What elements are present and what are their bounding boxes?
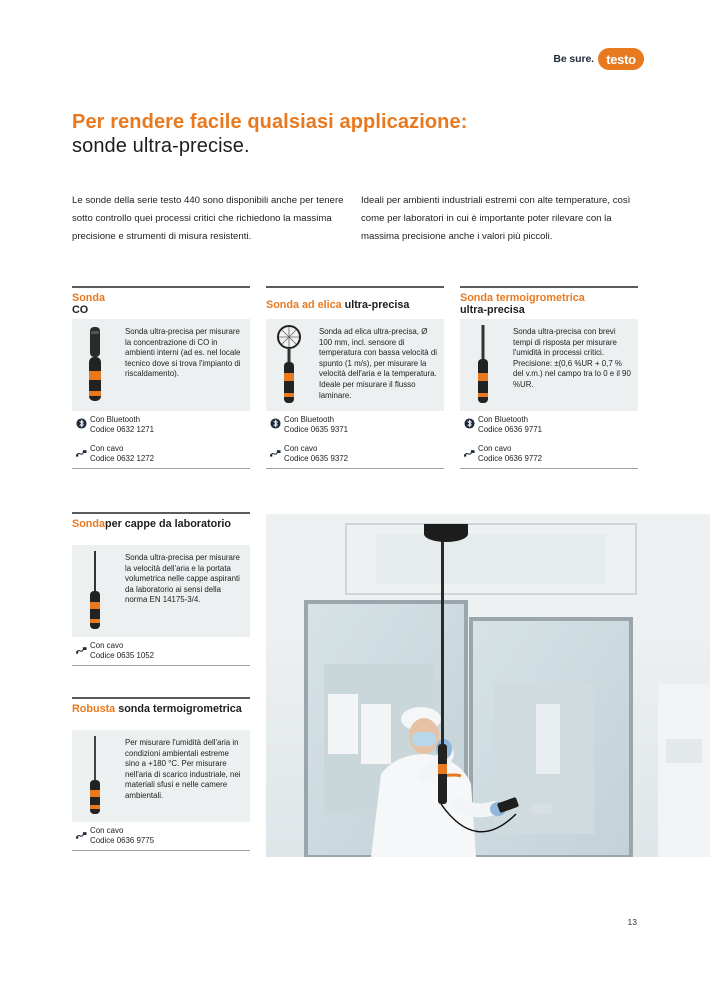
card-title-main: per cappe da laboratorio [105, 518, 231, 530]
cable-icon [464, 447, 475, 458]
order-label: Con cavo [90, 641, 124, 650]
card-description: Sonda ultra-precisa per misurare la velocità dell'aria e la portata volumetrica nelle cappe aspiranti da laboratorio ai sensi della norma EN 14175-3/4. [125, 553, 240, 605]
card-title [72, 699, 250, 730]
card-description: Sonda ad elica ultra-precisa, Ø 100 mm, incl. sensore di temperatura con bassa velocità di spunto (1 m/s), per misurare la velocità dell'aria e la temperatura. Ideale per misurare il flusso laminare. [319, 327, 437, 400]
robust-humidity-probe-icon [82, 734, 108, 818]
brand-slogan: Be sure. [553, 53, 594, 65]
order-code: Codice 0635 9372 [284, 454, 349, 463]
hotwire-probe-icon [82, 549, 108, 633]
headline-line-1: Per rendere facile qualsiasi applicazione: [72, 111, 468, 133]
product-card-lab-hood [72, 512, 250, 666]
card-title [460, 288, 638, 319]
card-description: Sonda ultra-precisa con brevi tempi di risposta per misurare l'umidità in processi critici. Precisione: ±(0,6 %UR + 0,7 % del v.m.) nel campo tra lo 0 e il 90 %UR. [513, 327, 631, 389]
cable-icon [270, 447, 281, 458]
product-card-co [72, 286, 250, 469]
order-option-cable [72, 440, 250, 469]
cable-icon [76, 644, 87, 655]
card-title [72, 288, 250, 319]
order-code: Codice 0636 9771 [478, 425, 543, 434]
order-option-cable [266, 440, 444, 469]
card-description-box [72, 545, 250, 637]
lab-photo [266, 514, 710, 857]
lab-photo-illustration [266, 514, 710, 857]
cable-icon [76, 447, 87, 458]
vane-probe-icon [276, 323, 302, 407]
bluetooth-icon [76, 418, 87, 429]
humidity-probe-icon [470, 323, 496, 407]
intro-text-left: Le sonde della serie testo 440 sono disponibili anche per tenere sotto controllo quei processi critici che richiedono la massima precisione e strumenti di misura resistenti. [72, 195, 344, 242]
card-description: Per misurare l'umidità dell'aria in condizioni ambientali estreme sino a +180 °C. Per misurare nell'aria di scarico industriale, nei materiali sfusi e nelle camere ambientali. [125, 738, 241, 800]
cable-icon [76, 829, 87, 840]
card-title-accent: Sonda [72, 518, 105, 530]
order-label: Con Bluetooth [284, 415, 335, 424]
order-option-bluetooth [72, 411, 250, 440]
card-title [72, 514, 250, 545]
co-probe-icon [82, 323, 108, 407]
order-option-bluetooth [266, 411, 444, 440]
card-title-accent: Sonda ad elica [266, 299, 342, 311]
card-title-accent: Sonda termoigrometrica [460, 292, 585, 304]
card-title-accent: Sonda [72, 292, 105, 304]
order-label: Con Bluetooth [478, 415, 529, 424]
testo-logo: testo [598, 48, 644, 70]
order-option-bluetooth [460, 411, 638, 440]
order-label: Con Bluetooth [90, 415, 141, 424]
brand [553, 48, 644, 70]
card-description-box [266, 319, 444, 411]
card-title-main: ultra-precisa [460, 304, 525, 316]
page-number: 13 [627, 917, 637, 927]
order-code: Codice 0636 9772 [478, 454, 543, 463]
card-description-box [72, 730, 250, 822]
order-label: Con cavo [284, 444, 318, 453]
order-label: Con cavo [478, 444, 512, 453]
card-description-box [72, 319, 250, 411]
card-title [266, 288, 444, 319]
order-option-cable [72, 822, 250, 851]
product-card-humidity [460, 286, 638, 469]
order-option-cable [460, 440, 638, 469]
headline-line-2: sonde ultra-precise. [72, 135, 250, 157]
order-code: Codice 0635 9371 [284, 425, 349, 434]
order-code: Codice 0632 1271 [90, 425, 155, 434]
card-title-main: sonda termoigrometrica [118, 703, 242, 715]
order-code: Codice 0636 9775 [90, 836, 155, 845]
card-title-accent: Robusta [72, 703, 116, 715]
order-label: Con cavo [90, 826, 124, 835]
card-description-box [460, 319, 638, 411]
bluetooth-icon [464, 418, 475, 429]
order-code: Codice 0632 1272 [90, 454, 155, 463]
card-title-main: ultra-precisa [344, 299, 410, 311]
order-code: Codice 0635 1052 [90, 651, 155, 660]
card-title-main: CO [72, 304, 89, 316]
product-card-vane [266, 286, 444, 469]
intro-text-right: Ideali per ambienti industriali estremi con alte temperature, così come per laboratori in cui è importante poter rilevare con la massima precisione anche i valori più piccoli. [361, 195, 631, 242]
order-label: Con cavo [90, 444, 124, 453]
product-card-robust-humidity [72, 697, 250, 851]
bluetooth-icon [270, 418, 281, 429]
card-description: Sonda ultra-precisa per misurare la concentrazione di CO in ambienti interni (ad es. nel locale tecnico dove si trova l'impianto di riscaldamento). [125, 327, 241, 379]
order-option-cable [72, 637, 250, 666]
